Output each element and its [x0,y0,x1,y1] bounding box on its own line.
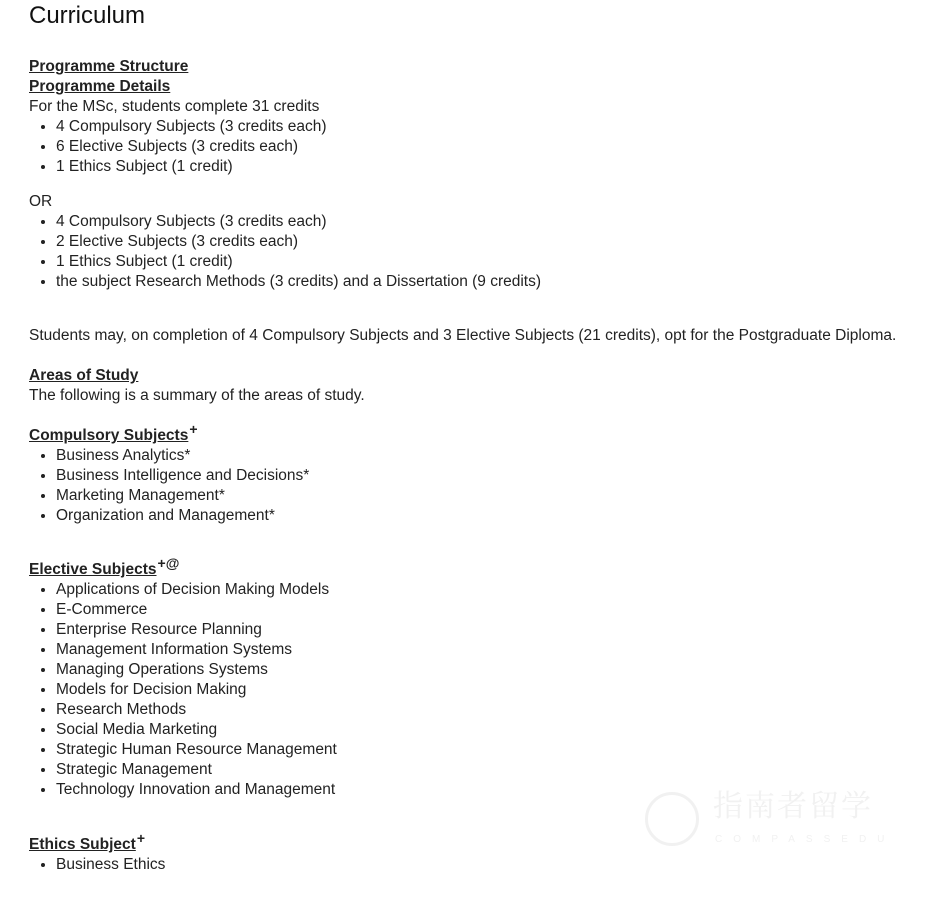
list-item: • Applications of Decision Making Models [56,580,933,600]
elective-heading-text: Elective Subjects [29,561,157,578]
list-item: • 6 Elective Subjects (3 credits each) [56,137,933,157]
curriculum-content [29,0,933,875]
list-item: • Marketing Management* [56,486,933,506]
list-item: • Managing Operations Systems [56,660,933,680]
list-item: • Strategic Human Resource Management [56,740,933,760]
ethics-list [29,855,933,875]
compulsory-heading-text: Compulsory Subjects [29,427,189,444]
option2-list [29,212,933,292]
list-item: • 1 Ethics Subject (1 credit) [56,252,933,272]
or-label: OR [29,193,53,210]
compulsory-list [29,446,933,526]
list-item: • Enterprise Resource Planning [56,620,933,640]
watermark-en: COMPASSEDU [715,834,896,845]
list-item: • Research Methods [56,700,933,720]
elective-heading: Elective Subjects+@ [29,554,180,578]
ethics-heading-text: Ethics Subject [29,836,136,853]
intro-text: For the MSc, students complete 31 credits [29,98,320,115]
option1-list [29,117,933,177]
diploma-note: Students may, on completion of 4 Compulsory Subjects and 3 Elective Subjects (21 credits), opt for the Postgraduate Diploma. [29,327,897,344]
list-item: • Business Analytics* [56,446,933,466]
list-item: • Business Ethics [56,855,933,875]
compulsory-heading: Compulsory Subjects+ [29,420,198,444]
watermark-cn: 指南者留学 [713,789,873,824]
programme-structure-heading: Programme Structure [29,58,189,75]
list-item: • 2 Elective Subjects (3 credits each) [56,232,933,252]
ethics-heading: Ethics Subject+ [29,829,145,853]
list-item: • Social Media Marketing [56,720,933,740]
watermark [643,789,896,850]
list-item: • Strategic Management [56,760,933,780]
compass-logo-icon [645,792,699,846]
list-item: • Business Intelligence and Decisions* [56,466,933,486]
list-item: • the subject Research Methods (3 credits) and a Dissertation (9 credits) [56,272,933,292]
list-item: • 1 Ethics Subject (1 credit) [56,157,933,177]
areas-text: The following is a summary of the areas of study. [29,387,365,404]
list-item: • E-Commerce [56,600,933,620]
list-item: • 4 Compulsory Subjects (3 credits each) [56,117,933,137]
list-item: • Technology Innovation and Management [56,780,933,800]
list-item: • 4 Compulsory Subjects (3 credits each) [56,212,933,232]
elective-list [29,580,933,800]
list-item: • Organization and Management* [56,506,933,526]
list-item: • Models for Decision Making [56,680,933,700]
programme-details-heading: Programme Details [29,78,171,95]
areas-heading: Areas of Study [29,367,139,384]
list-item: • Management Information Systems [56,640,933,660]
page-title: Curriculum [29,2,146,29]
